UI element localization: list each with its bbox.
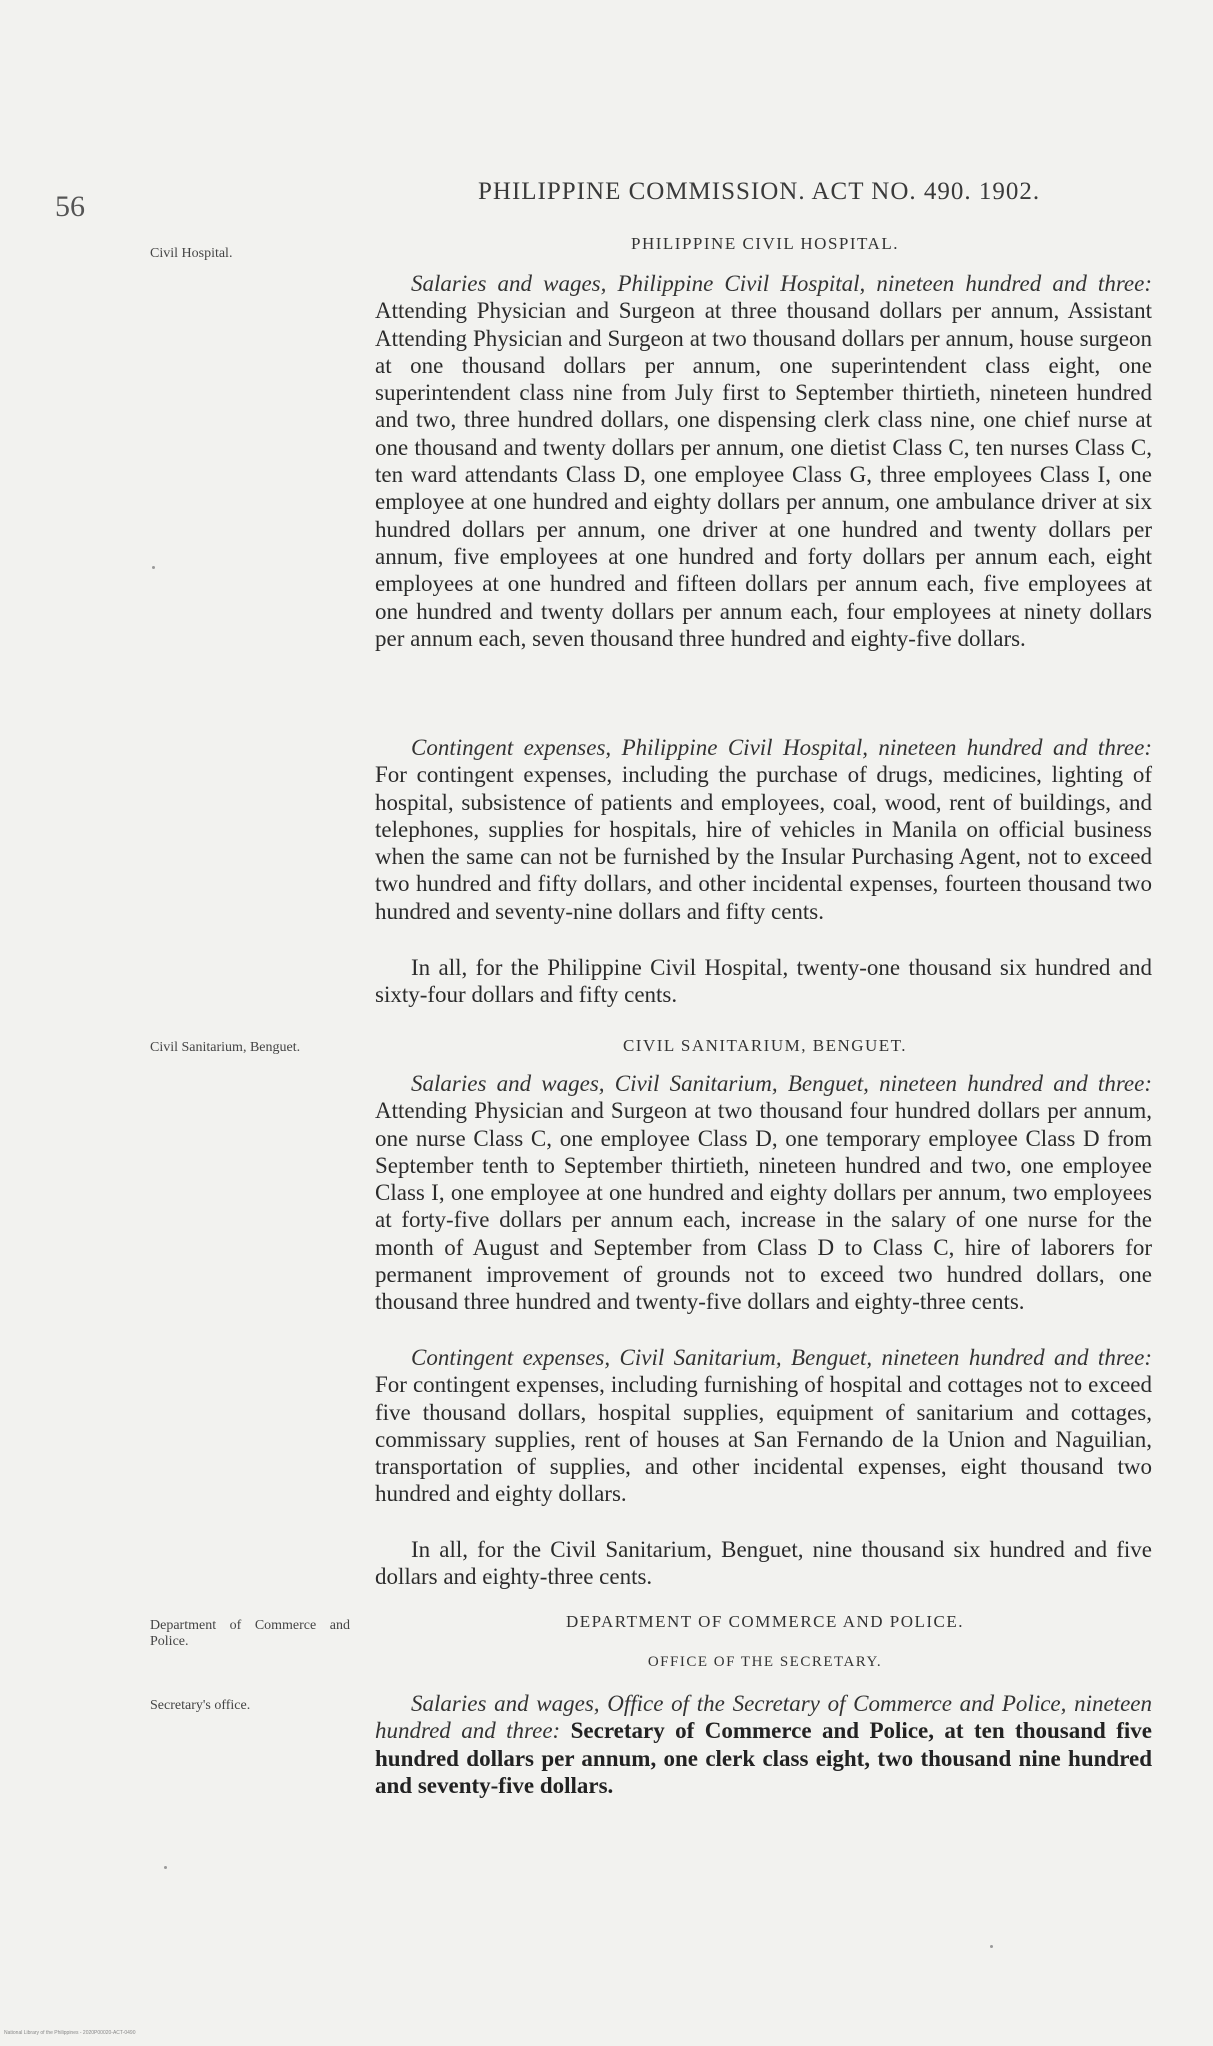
scan-speck (164, 1866, 167, 1869)
margin-note-civil-hospital: Civil Hospital. (150, 246, 233, 261)
section-heading-civil-sanitarium: CIVIL SANITARIUM, BENGUET. (622, 1036, 908, 1055)
secretary-office-salaries-paragraph (375, 1690, 1152, 1799)
secretary-office-salaries-lead: Salaries and wages, Office of the Secretary of Commerce and Police, nineteen hundred and three: (375, 1691, 1152, 1744)
scan-speck (152, 566, 155, 569)
civil-sanitarium-salaries-lead: Salaries and wages, Civil Sanitarium, Benguet, nineteen hundred and three: (411, 1071, 1152, 1096)
running-head: PHILIPPINE COMMISSION. ACT NO. 490. 1902. (478, 178, 1041, 205)
secretary-office-salaries-text: Secretary of Commerce and Police, at ten thousand five hundred dollars per annum, one clerk class eight, two thousand nine hundred and seventy-five dollars. (375, 1718, 1153, 1798)
page-number: 56 (55, 190, 85, 223)
civil-sanitarium-contingent-text: For contingent expenses, including furnishing of hospital and cottages not to exceed five thousand dollars, hospital supplies, equipment of sanitarium and cottages, commissary supplies, rent of houses at San Fernando de la Union and Naguilian, transportation of supplies, and other incidental expenses, eight thousand two hundred and eighty dollars. (375, 1372, 1152, 1507)
section-heading-civil-hospital: PHILIPPINE CIVIL HOSPITAL. (631, 234, 899, 253)
civil-hospital-contingent-paragraph (375, 734, 1152, 925)
civil-sanitarium-total: In all, for the Civil Sanitarium, Benguet, nine thousand six hundred and five dollars and eighty-three cents. (375, 1537, 1152, 1590)
civil-hospital-salaries-text: Attending Physician and Surgeon at three thousand dollars per annum, Assistant Attending Physician and Surgeon at two thousand dollars per annum, house surgeon at one thousand dollars per annum, one superintendent class eight, one superintendent class nine from July first to September thirtieth, nineteen hundred and two, three hundred dollars, one dispensing clerk class nine, one chief nurse at one thousand and twenty dollars per annum, one dietist Class C, ten nurses Class C, ten ward attendants Class D, one employee Class G, three employees Class I, one employee at one hundred and eighty dollars per annum, one ambulance driver at six hundred dollars per annum, one driver at one hundred and twenty dollars per annum, five employees at one hundred and forty dollars per annum each, eight employees at one hundred and fifteen dollars per annum each, five employees at one hundred and twenty dollars per annum each, four employees at ninety dollars per annum each, seven thousand three hundred and eighty-five dollars. (375, 298, 1152, 651)
civil-hospital-contingent-lead: Contingent expenses, Philippine Civil Hospital, nineteen hundred and three: (411, 735, 1152, 760)
civil-sanitarium-salaries-paragraph (375, 1070, 1152, 1316)
margin-note-secretary-office: Secretary's office. (150, 1698, 251, 1713)
scan-credit: National Library of the Philippines - 2020P00020-ACT-0490 (4, 2030, 136, 2036)
civil-sanitarium-salaries-text: Attending Physician and Surgeon at two thousand four hundred dollars per annum, one nurse Class C, one employee Class D, one temporary employee Class D from September tenth to September thirtieth, nineteen hundred and two, one employee Class I, one employee at one hundred and eighty dollars per annum, two employees at forty-five dollars per annum each, increase in the salary of one nurse for the month of August and September from Class D to Class C, hire of laborers for permanent improvement of grounds not to exceed two hundred dollars, one thousand three hundred and twenty-five dollars and eighty-three cents. (375, 1098, 1152, 1315)
section-heading-commerce-police: DEPARTMENT OF COMMERCE AND POLICE. (565, 1612, 965, 1631)
civil-hospital-salaries-paragraph (375, 270, 1152, 652)
margin-note-civil-sanitarium: Civil Sanitarium, Benguet. (150, 1040, 301, 1055)
civil-sanitarium-contingent-lead: Contingent expenses, Civil Sanitarium, Benguet, nineteen hundred and three: (411, 1345, 1152, 1370)
subheading-office-of-secretary: OFFICE OF THE SECRETARY. (647, 1654, 883, 1670)
civil-hospital-total: In all, for the Philippine Civil Hospital, twenty-one thousand six hundred and sixty-four dollars and fifty cents. (375, 955, 1152, 1008)
margin-note-department: Department of Commerce and Police. (150, 1618, 350, 1649)
civil-sanitarium-contingent-paragraph (375, 1344, 1152, 1508)
civil-hospital-contingent-text: For contingent expenses, including the purchase of drugs, medicines, lighting of hospital, subsistence of patients and employees, coal, wood, rent of buildings, and telephones, supplies for hospitals, hire of vehicles in Manila on official business when the same can not be furnished by the Insular Purchasing Agent, not to exceed two hundred and fifty dollars, and other incidental expenses, fourteen thousand two hundred and seventy-nine dollars and fifty cents. (375, 762, 1152, 924)
civil-hospital-salaries-lead: Salaries and wages, Philippine Civil Hospital, nineteen hundred and three: (411, 271, 1152, 296)
scan-speck (990, 1945, 993, 1948)
